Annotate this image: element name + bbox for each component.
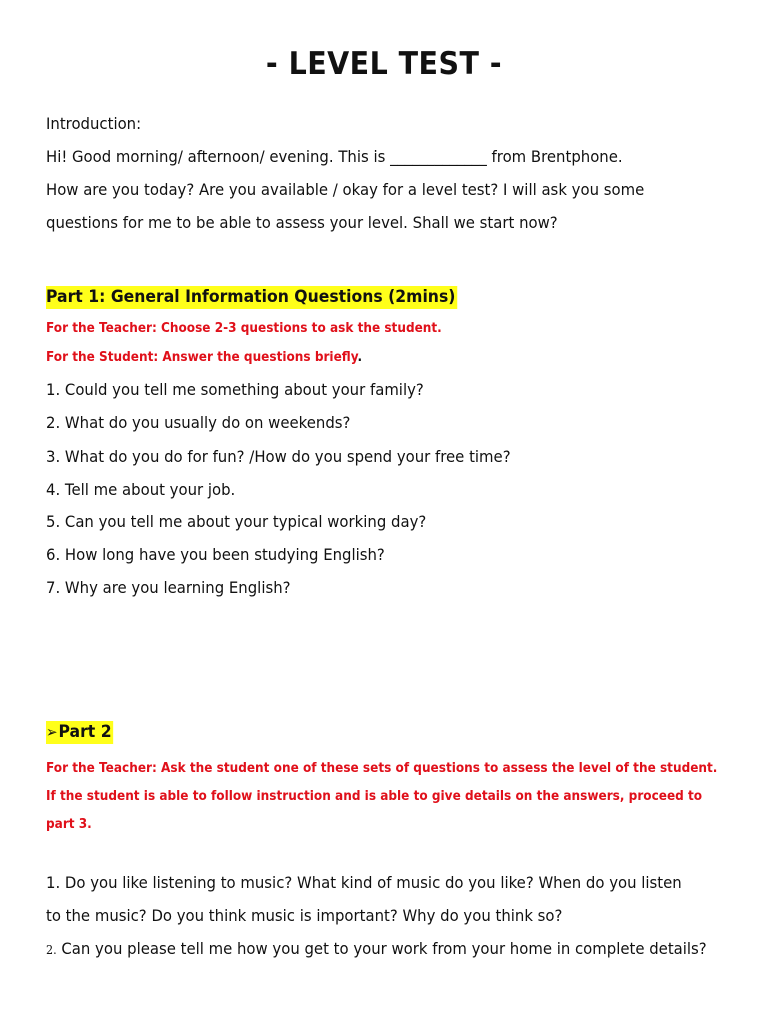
part2-heading — [46, 721, 113, 744]
part2-question-2-number: 2. — [46, 943, 57, 957]
part2-question-1-line-1: 1. Do you like listening to music? What kind of music do you like? When do you listen — [46, 873, 682, 892]
part1-question-5: 5. Can you tell me about your typical working day? — [46, 512, 427, 531]
part2-heading-text: Part 2 — [58, 722, 112, 742]
part2-teacher-note-line-2: If the student is able to follow instruction and is able to give details on the answers, proceed to — [46, 789, 703, 804]
part2-question-2 — [46, 939, 707, 958]
part2-question-1-line-2: to the music? Do you think music is important? Why do you think so? — [46, 906, 563, 925]
intro-line-3: questions for me to be able to assess your level. Shall we start now? — [46, 213, 558, 232]
part2-teacher-note-line-3: part 3. — [46, 817, 92, 832]
part1-question-3: 3. What do you do for fun? /How do you spend your free time? — [46, 447, 511, 466]
part1-teacher-note: For the Teacher: Choose 2-3 questions to ask the student. — [46, 321, 442, 336]
part1-heading: Part 1: General Information Questions (2mins) — [46, 287, 456, 307]
part2-teacher-note-line-1: For the Teacher: Ask the student one of these sets of questions to assess the level of the student. — [46, 761, 718, 776]
intro-line-2: How are you today? Are you available / okay for a level test? I will ask you some — [46, 180, 645, 199]
part1-question-4: 4. Tell me about your job. — [46, 480, 236, 499]
part1-question-2: 2. What do you usually do on weekends? — [46, 413, 351, 432]
part2-question-2-text: Can you please tell me how you get to your work from your home in complete details? — [56, 939, 707, 958]
part1-question-1: 1. Could you tell me something about your family? — [46, 380, 424, 399]
part1-question-7: 7. Why are you learning English? — [46, 578, 291, 597]
part1-question-6: 6. How long have you been studying English? — [46, 545, 385, 564]
part1-student-note-text: For the Student: Answer the questions briefly — [46, 350, 358, 365]
page-title: - LEVEL TEST - — [265, 46, 503, 82]
arrow-bullet-icon: ➢ — [46, 723, 58, 741]
part1-student-note — [46, 350, 362, 365]
part1-student-note-period: . — [357, 350, 363, 365]
intro-label: Introduction: — [46, 114, 142, 133]
intro-line-1: Hi! Good morning/ afternoon/ evening. This is _____________ from Brentphone. — [46, 147, 623, 166]
